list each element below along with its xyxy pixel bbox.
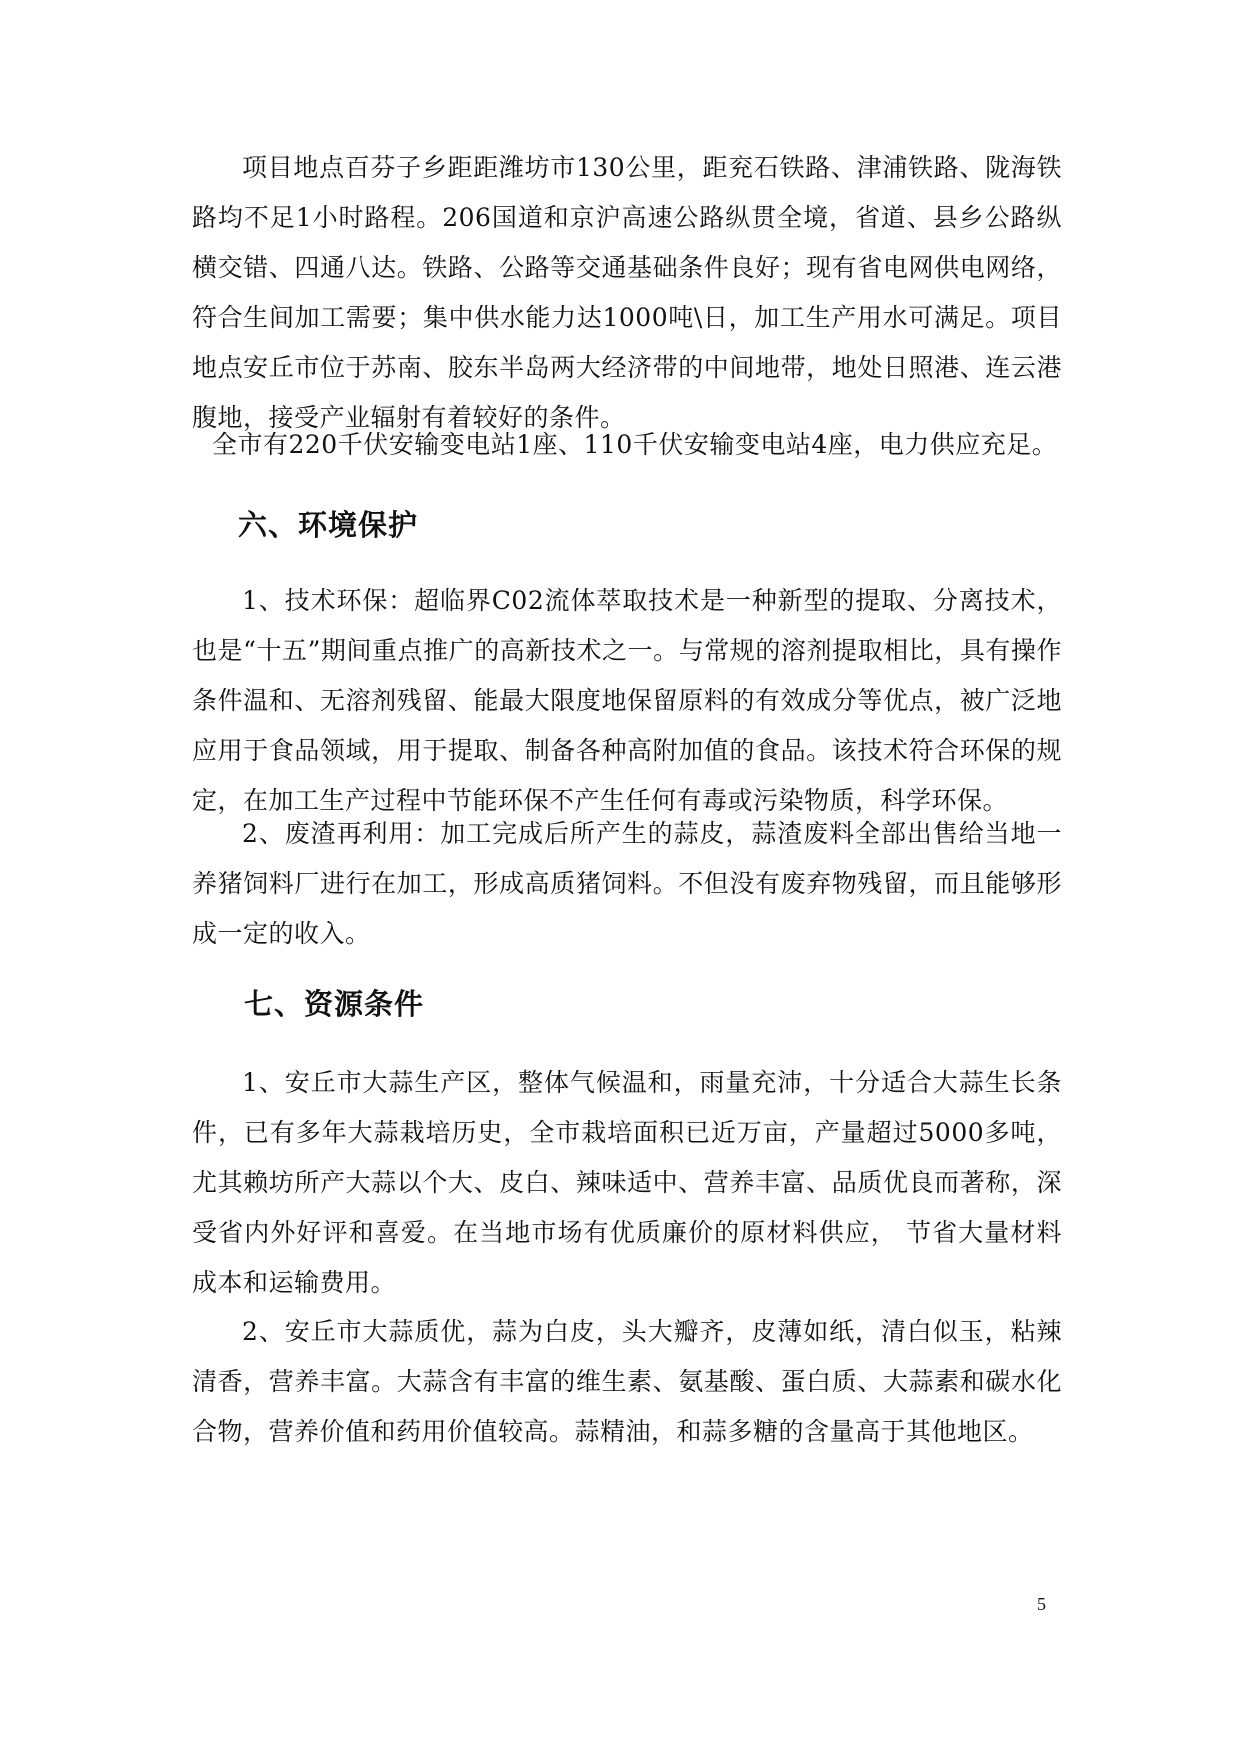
paragraph-power-supply: 全市有220千伏安输变电站1座、110千伏安输变电站4座，电力供应充足。: [212, 430, 1058, 459]
heading-resources: 七、资源条件: [244, 987, 425, 1021]
paragraph-location: 项目地点百芬子乡距距潍坊市130公里，距兖石铁路、津浦铁路、陇海铁路均不足1小时路程。206国道和京沪高速公路纵贯全境，省道、县乡公路纵横交错、四通八达。铁路、公路等交通基础条件良好；现有省电网供电网络，符合生间加工需要；集中供水能力达1000吨\日，加工生产用水可满足。项目地点安丘市位于苏南、胶东半岛两大经济带的中间地带，地处日照港、连云港腹地，接受产业辐射有着较好的条件。: [192, 153, 1062, 432]
paragraph-environment-1: 1、技术环保：超临界C02流体萃取技术是一种新型的提取、分离技术，也是“十五”期间重点推广的高新技术之一。与常规的溶剂提取相比，具有操作条件温和、无溶剂残留、能最大限度地保留原料的有效成分等优点，被广泛地应用于食品领域，用于提取、制备各种高附加值的食品。该技术符合环保的规定，在加工生产过程中节能环保不产生任何有毒或污染物质，科学环保。: [192, 586, 1062, 815]
paragraph-resources-1: 1、安丘市大蒜生产区，整体气候温和，雨量充沛，十分适合大蒜生长条件，已有多年大蒜栽培历史，全市栽培面积已近万亩，产量超过5000多吨，尤其赖坊所产大蒜以个大、皮白、辣味适中、营养丰富、品质优良而著称，深受省内外好评和喜爱。在当地市场有优质廉价的原材料供应， 节省大量材料成本和运输费用。: [192, 1068, 1062, 1297]
paragraph-environment-2: 2、废渣再利用：加工完成后所产生的蒜皮，蒜渣废料全部出售给当地一养猪饲料厂进行在加工，形成高质猪饲料。不但没有废弃物残留，而且能够形成一定的收入。: [192, 819, 1062, 948]
paragraph-resources-2: 2、安丘市大蒜质优，蒜为白皮，头大瓣齐，皮薄如纸，清白似玉，粘辣清香，营养丰富。大蒜含有丰富的维生素、氨基酸、蛋白质、大蒜素和碳水化合物，营养价值和药用价值较高。蒜精油，和蒜多糖的含量高于其他地区。: [192, 1317, 1062, 1446]
heading-environment: 六、环境保护: [238, 508, 419, 542]
page-number: 5: [1037, 1594, 1046, 1614]
